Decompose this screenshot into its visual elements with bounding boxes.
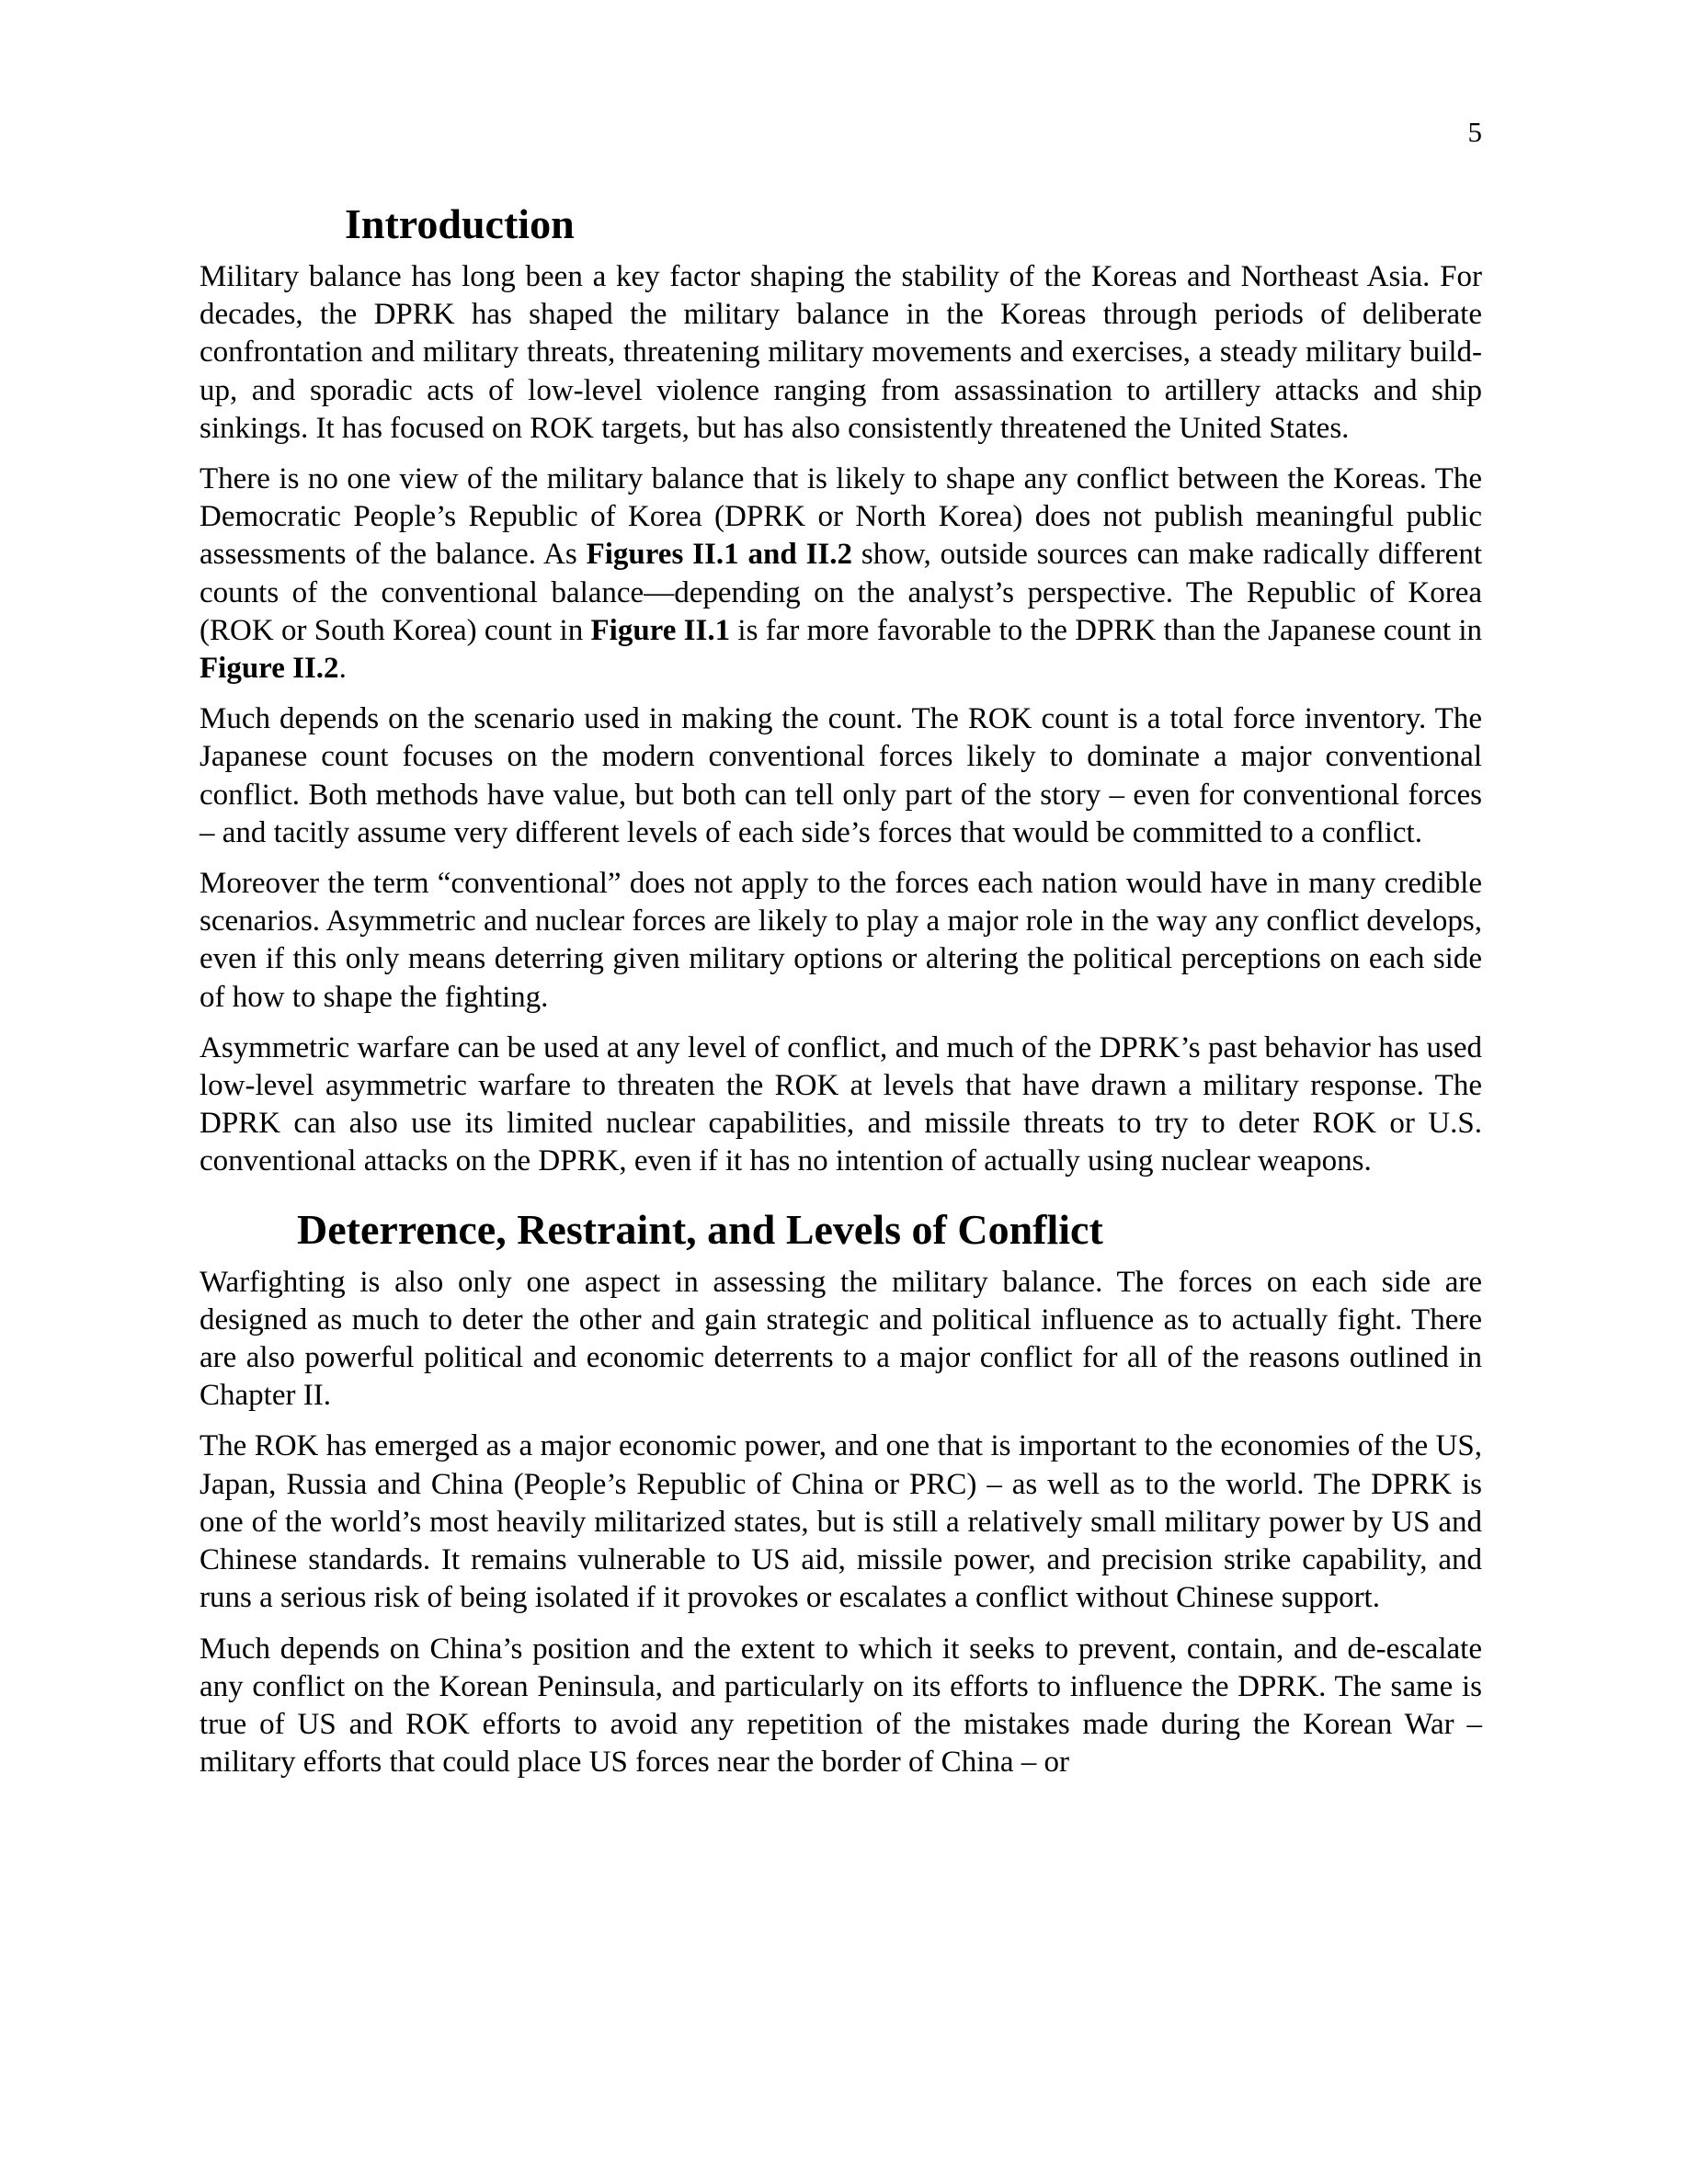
introduction-paragraph-1: Military balance has long been a key factor shaping the stability of the Koreas and Northeast Asia. For decades, the DPRK has shaped the military balance in the Koreas through periods of deliberate confrontation and military threats, threatening military movements and exercises, a steady military build-up, and sporadic acts of low-level violence ranging from assassination to artillery attacks and ship sinkings. It has focused on ROK targets, but has also consistently threatened the United States. bbox=[200, 260, 1482, 445]
introduction-paragraph-2 bbox=[200, 461, 1482, 688]
document-body bbox=[200, 198, 1482, 1794]
figure-reference: Figure II.2 bbox=[200, 652, 339, 686]
figure-reference: Figure II.1 bbox=[590, 613, 731, 647]
deterrence-paragraph-3: Much depends on China’s position and the extent to which it seeks to prevent, contain, and de-escalate any conflict on the Korean Peninsula, and particularly on its efforts to influence the DPRK. The same is true of US and ROK efforts to avoid any repetition of the mistakes made during the Korean War – military efforts that could place US forces near the border of China – or bbox=[200, 1632, 1482, 1780]
deterrence-paragraph-1: Warfighting is also only one aspect in assessing the military balance. The forces on each side are designed as much to deter the other and gain strategic and political influence as to actually fight. There are also powerful political and economic deterrents to a major conflict for all of the reasons outlined in Chapter II. bbox=[200, 1265, 1482, 1413]
paragraph-text: There is no one view of the military balance that is likely to shape any conflict between the Koreas. The Democratic People’s Republic of Korea (DPRK or North Korea) does not publish meaningful public assessments of the balance. As bbox=[200, 462, 1482, 572]
introduction-heading: Introduction bbox=[345, 200, 575, 247]
introduction-paragraph-5: Asymmetric warfare can be used at any level of conflict, and much of the DPRK’s past behavior has used low-level asymmetric warfare to threaten the ROK at levels that have drawn a military response. The DPRK can also use its limited nuclear capabilities, and missile threats to try to deter ROK or U.S. conventional attacks on the DPRK, even if it has no intention of actually using nuclear weapons. bbox=[200, 1030, 1482, 1178]
page-number: 5 bbox=[1467, 116, 1482, 148]
paragraph-text: . bbox=[338, 652, 347, 686]
figure-reference: Figures II.1 and II.2 bbox=[586, 538, 853, 572]
deterrence-heading: Deterrence, Restraint, and Levels of Conflict bbox=[297, 1205, 1103, 1253]
introduction-paragraph-3: Much depends on the scenario used in making the count. The ROK count is a total force inventory. The Japanese count focuses on the modern conventional forces likely to dominate a major conventional conflict. Both methods have value, but both can tell only part of the story – even for conventional forces – and tacitly assume very different levels of each side’s forces that would be committed to a conflict. bbox=[200, 702, 1482, 849]
deterrence-paragraph-2: The ROK has emerged as a major economic power, and one that is important to the economies of the US, Japan, Russia and China (People’s Republic of China or PRC) – as well as to the world. The DPRK is one of the world’s most heavily militarized states, but is still a relatively small military power by US and Chinese standards. It remains vulnerable to US aid, missile power, and precision strike capability, and runs a serious risk of being isolated if it provokes or escalates a conflict without Chinese support. bbox=[200, 1429, 1482, 1615]
paragraph-text: show, outside sources can make radically different counts of the conventional balance—depending on the analyst’s perspective. The Republic of Korea (ROK or South Korea) count in bbox=[200, 538, 1482, 647]
paragraph-text: is far more favorable to the DPRK than the Japanese count in bbox=[730, 613, 1482, 647]
introduction-paragraph-4: Moreover the term “conventional” does not apply to the forces each nation would have in many credible scenarios. Asymmetric and nuclear forces are likely to play a major role in the way any conflict develops, even if this only means deterring given military options or altering the political perceptions on each side of how to shape the fighting. bbox=[200, 867, 1482, 1014]
